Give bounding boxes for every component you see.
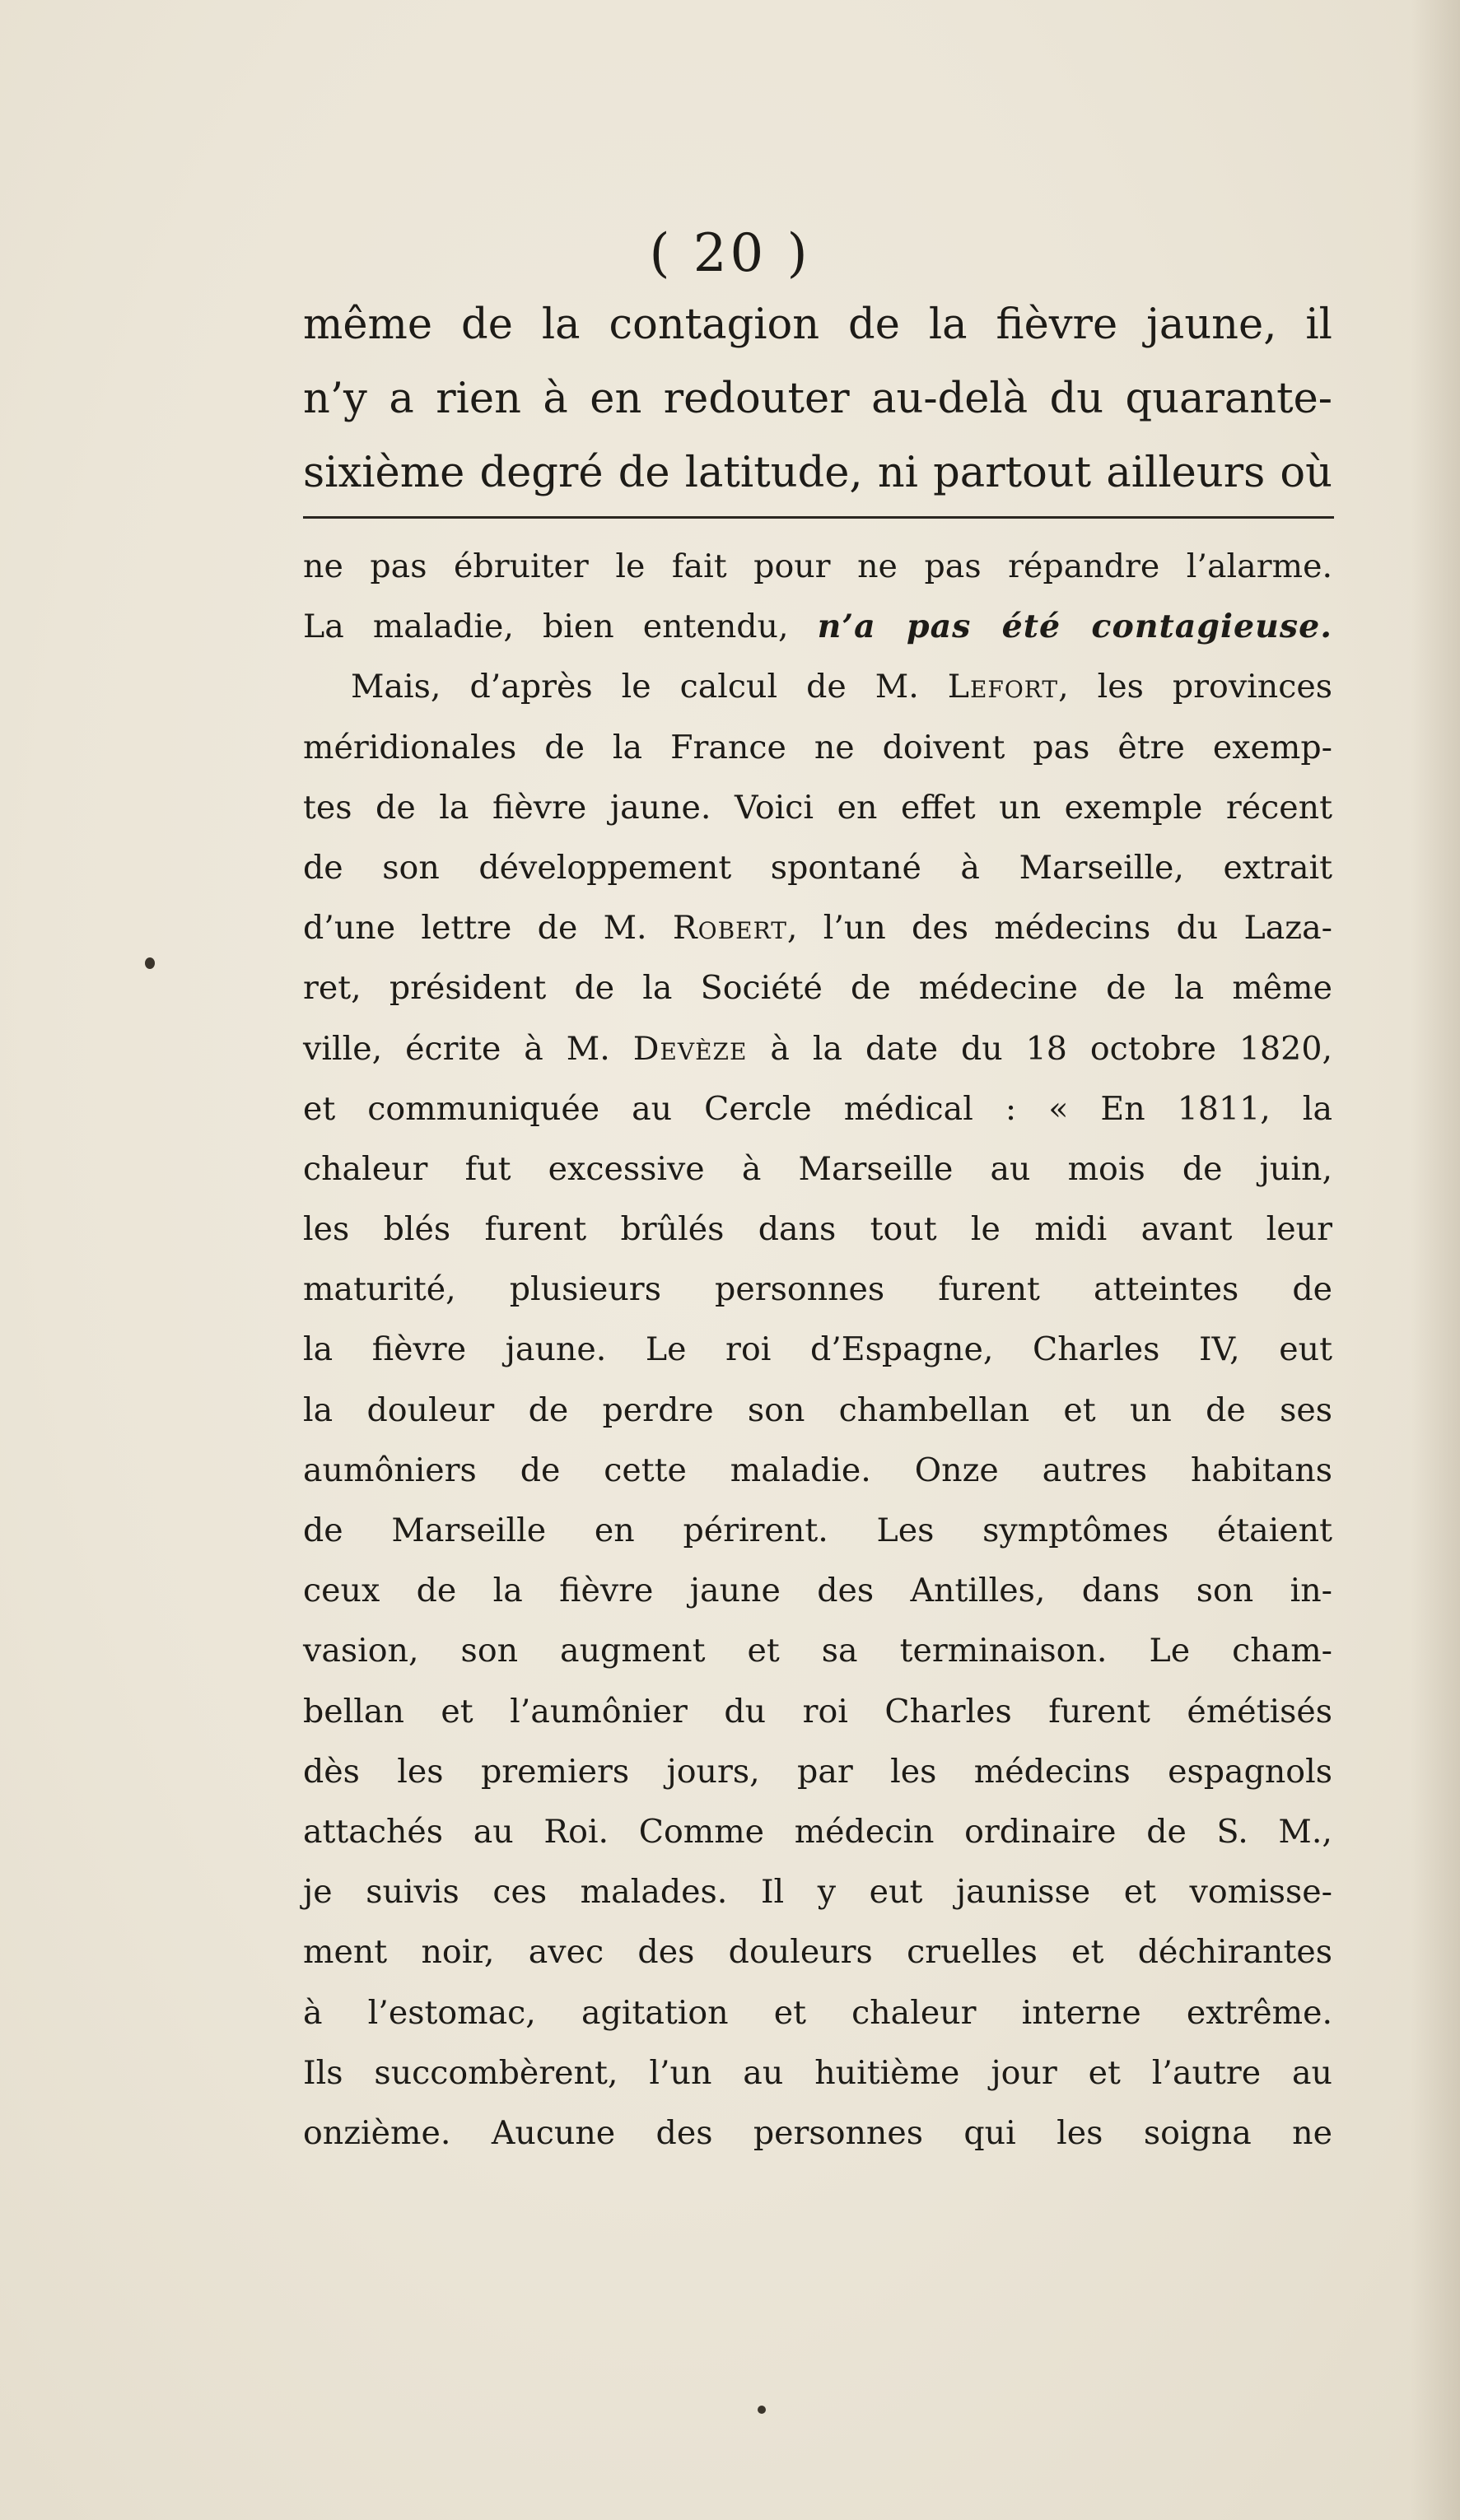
- footnote-separator-rule: [303, 516, 1334, 519]
- footnote-line: de son développement spontané à Marseille, extrait: [303, 848, 1332, 887]
- footnote-line: méridionales de la France ne doivent pas être exemp-: [303, 728, 1332, 766]
- page-edge-shadow: [1411, 0, 1460, 2520]
- footnote-line: chaleur fut excessive à Marseille au mois de juin,: [303, 1149, 1332, 1188]
- footnote-line: [303, 597, 1332, 657]
- footnote-block: [303, 537, 1332, 2164]
- emphasized-phrase: n’a pas été contagieuse.: [817, 608, 1332, 646]
- main-text-block: [303, 288, 1332, 510]
- footnote-line: à l’estomac, agitation et chaleur interne extrême.: [303, 1993, 1332, 2032]
- footnote-line: onzième. Aucune des personnes qui les soigna ne: [303, 2113, 1332, 2152]
- footnote-line-text: ville, écrite à M.: [303, 1029, 610, 1068]
- footnote-line: et communiquée au Cercle médical : « En 1811, la: [303, 1089, 1332, 1128]
- margin-ink-mark: [145, 957, 155, 969]
- person-name-deveze: Devèze: [632, 1029, 748, 1068]
- footnote-line: ret, président de la Société de médecine de la même: [303, 969, 1332, 1008]
- main-text-line: n’y a rien à en redouter au-delà du quarante-: [303, 375, 1332, 423]
- footnote-line: [303, 898, 1332, 958]
- footnote-line-text: , les provinces: [1058, 668, 1332, 706]
- footnote-line: je suivis ces malades. Il y eut jaunisse et vomisse-: [303, 1873, 1332, 1912]
- footnote-line-text: Mais, d’après le calcul de M.: [351, 668, 919, 706]
- main-text-line: sixième degré de latitude, ni partout ailleurs où: [303, 449, 1332, 497]
- footnote-line-text: à la date du 18 octobre 1820,: [770, 1029, 1333, 1068]
- footnote-line: Ils succombèrent, l’un au huitième jour et l’autre au: [303, 2053, 1332, 2092]
- footnote-line: la douleur de perdre son chambellan et un de ses: [303, 1390, 1332, 1429]
- footnote-line: ne pas ébruiter le fait pour ne pas répandre l’alarme.: [303, 547, 1332, 585]
- footnote-line-text: , l’un des médecins du Laza-: [786, 909, 1332, 948]
- footnote-line-text: d’une lettre de M.: [303, 909, 647, 948]
- main-text-line: même de la contagion de la fièvre jaune, il: [303, 300, 1332, 349]
- footnote-line: la fièvre jaune. Le roi d’Espagne, Charles IV, eut: [303, 1330, 1332, 1369]
- footnote-line: ceux de la fièvre jaune des Antilles, dans son in-: [303, 1572, 1332, 1610]
- footnote-line: aumôniers de cette maladie. Onze autres habitans: [303, 1451, 1332, 1489]
- footnote-line: ment noir, avec des douleurs cruelles et déchirantes: [303, 1933, 1332, 1972]
- footnote-line: attachés au Roi. Comme médecin ordinaire de S. M.,: [303, 1812, 1332, 1851]
- footnote-line: [303, 657, 1332, 717]
- footnote-line: vasion, son augment et sa terminaison. Le cham-: [303, 1632, 1332, 1670]
- person-name-robert: Robert: [672, 909, 787, 948]
- person-name-lefort: Lefort: [947, 668, 1059, 706]
- footnote-line: [303, 1019, 1332, 1079]
- footnote-line: de Marseille en périrent. Les symptômes étaient: [303, 1512, 1332, 1549]
- footnote-line: maturité, plusieurs personnes furent atteintes de: [303, 1270, 1332, 1309]
- footnote-line: les blés furent brûlés dans tout le midi avant leur: [303, 1210, 1332, 1249]
- page-number: ( 20 ): [649, 223, 811, 284]
- footnote-line: tes de la fièvre jaune. Voici en effet un exemple récent: [303, 788, 1332, 827]
- bottom-ink-dot: [758, 2406, 766, 2414]
- footnote-line-text: La maladie, bien entendu,: [303, 608, 789, 646]
- footnote-line: dès les premiers jours, par les médecins espagnols: [303, 1752, 1332, 1791]
- footnote-line: bellan et l’aumônier du roi Charles furent émétisés: [303, 1692, 1332, 1730]
